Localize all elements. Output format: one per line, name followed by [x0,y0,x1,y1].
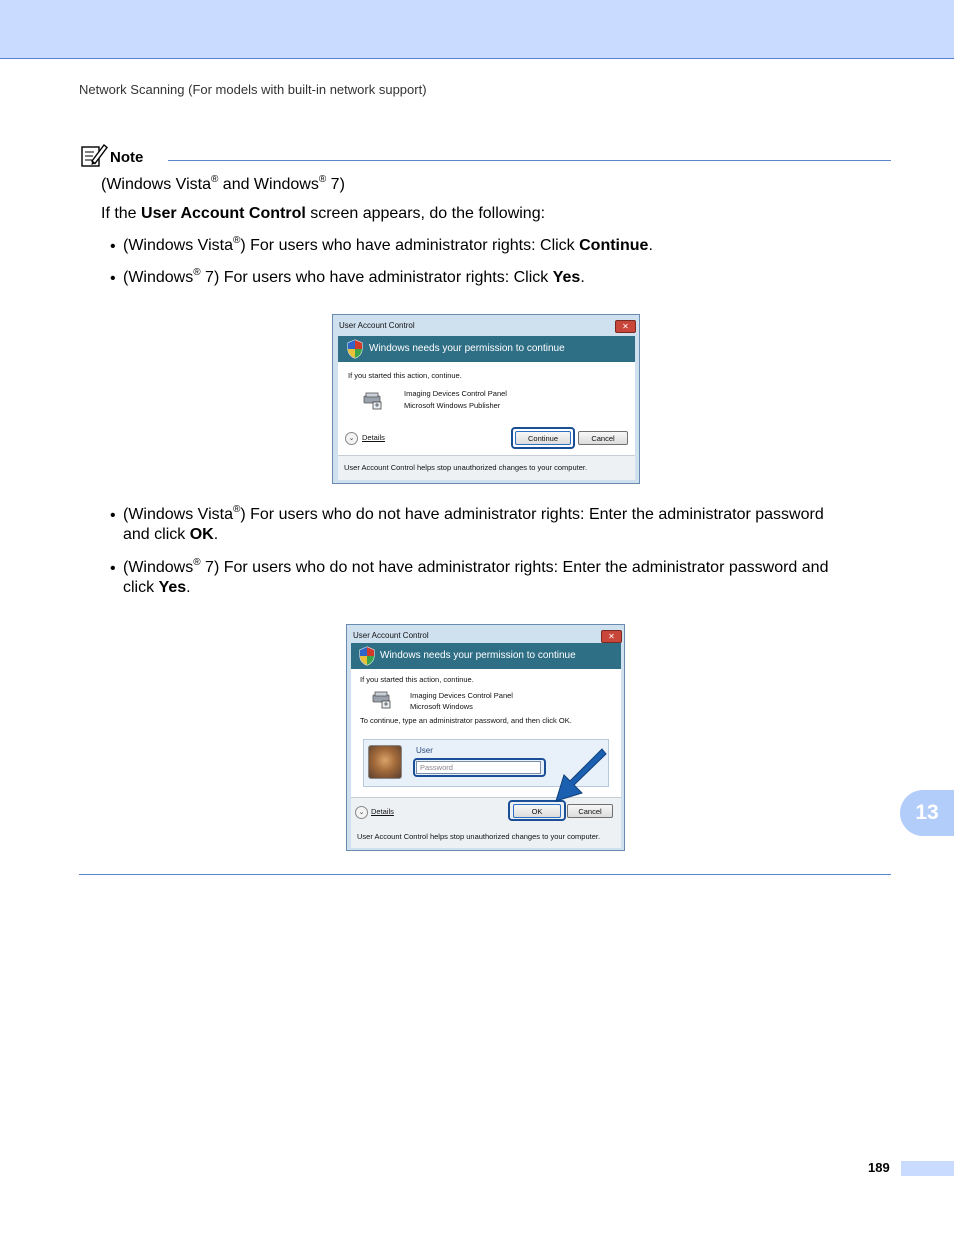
dialog-footer [338,455,635,480]
running-header: Network Scanning (For models with built-in network support) [79,82,427,97]
dialog-title: User Account Control [353,631,429,640]
dialog-title: User Account Control [339,321,415,330]
instruction-text: To continue, type an administrator password, and then click OK. [360,716,572,725]
publisher-name: Microsoft Windows Publisher [404,401,501,410]
bullet-win7-nonadmin-cont: click Yes. [123,579,191,596]
bullet-vista-admin: (Windows Vista®) For users who have administrator rights: Click Continue. [123,235,653,254]
pointer-arrow-icon [552,745,608,805]
note-os-line: (Windows Vista® and Windows® 7) [101,174,345,193]
note-rule [168,160,891,161]
bullet-vista-nonadmin-cont: and click OK. [123,526,219,543]
chevron-down-icon[interactable]: ⌄ [355,806,368,819]
avatar [368,745,402,779]
note-pencil-icon [80,142,108,168]
footer-text: User Account Control helps stop unauthorized changes to your computer. [357,832,601,841]
top-header-band [0,0,954,59]
bullet-vista-nonadmin: (Windows Vista®) For users who do not have administrator rights: Enter the administrator password [123,504,824,523]
app-name: Imaging Devices Control Panel [404,389,507,398]
password-field[interactable]: Password [416,761,541,774]
banner-text: Windows needs your permission to continue [380,650,576,661]
details-toggle[interactable]: Details [371,807,394,816]
uac-shield-icon [358,646,376,666]
page-number: 189 [868,1160,890,1175]
bullet-win7-admin: (Windows® 7) For users who have administrator rights: Click Yes. [123,267,585,286]
bullet-win7-nonadmin: (Windows® 7) For users who do not have administrator rights: Enter the administrator password and [123,557,829,576]
chevron-down-icon[interactable]: ⌄ [345,432,358,445]
note-label: Note [110,149,144,166]
uac-dialog-nonadmin [346,624,625,851]
close-button[interactable]: ✕ [615,320,636,333]
dialog-banner [338,336,635,362]
footer-text: User Account Control helps stop unauthorized changes to your computer. [344,463,588,472]
cancel-button[interactable]: Cancel [578,431,628,445]
ok-button[interactable]: OK [513,804,561,818]
banner-text: Windows needs your permission to continue [369,343,565,354]
started-text: If you started this action, continue. [360,675,474,684]
uac-shield-icon [346,339,364,359]
cancel-button[interactable]: Cancel [567,804,613,818]
note-end-rule [79,874,891,875]
chapter-tab: 13 [900,790,954,836]
page-number-tab [901,1161,954,1176]
details-toggle[interactable]: Details [362,433,385,442]
bullet-marker: • [110,238,116,255]
note-instruction-line: If the User Account Control screen appears, do the following: [101,205,546,222]
scanner-icon [362,392,384,410]
uac-dialog-admin [332,314,640,484]
bullet-marker: • [110,507,116,524]
scanner-icon [371,691,393,709]
bullet-marker: • [110,560,116,577]
started-text: If you started this action, continue. [348,371,462,380]
continue-button[interactable]: Continue [515,431,571,445]
dialog-banner [351,643,621,669]
publisher-name: Microsoft Windows [410,702,473,711]
close-button[interactable]: ✕ [601,630,622,643]
bullet-marker: • [110,270,116,287]
app-name: Imaging Devices Control Panel [410,691,513,700]
user-label: User [416,746,433,755]
